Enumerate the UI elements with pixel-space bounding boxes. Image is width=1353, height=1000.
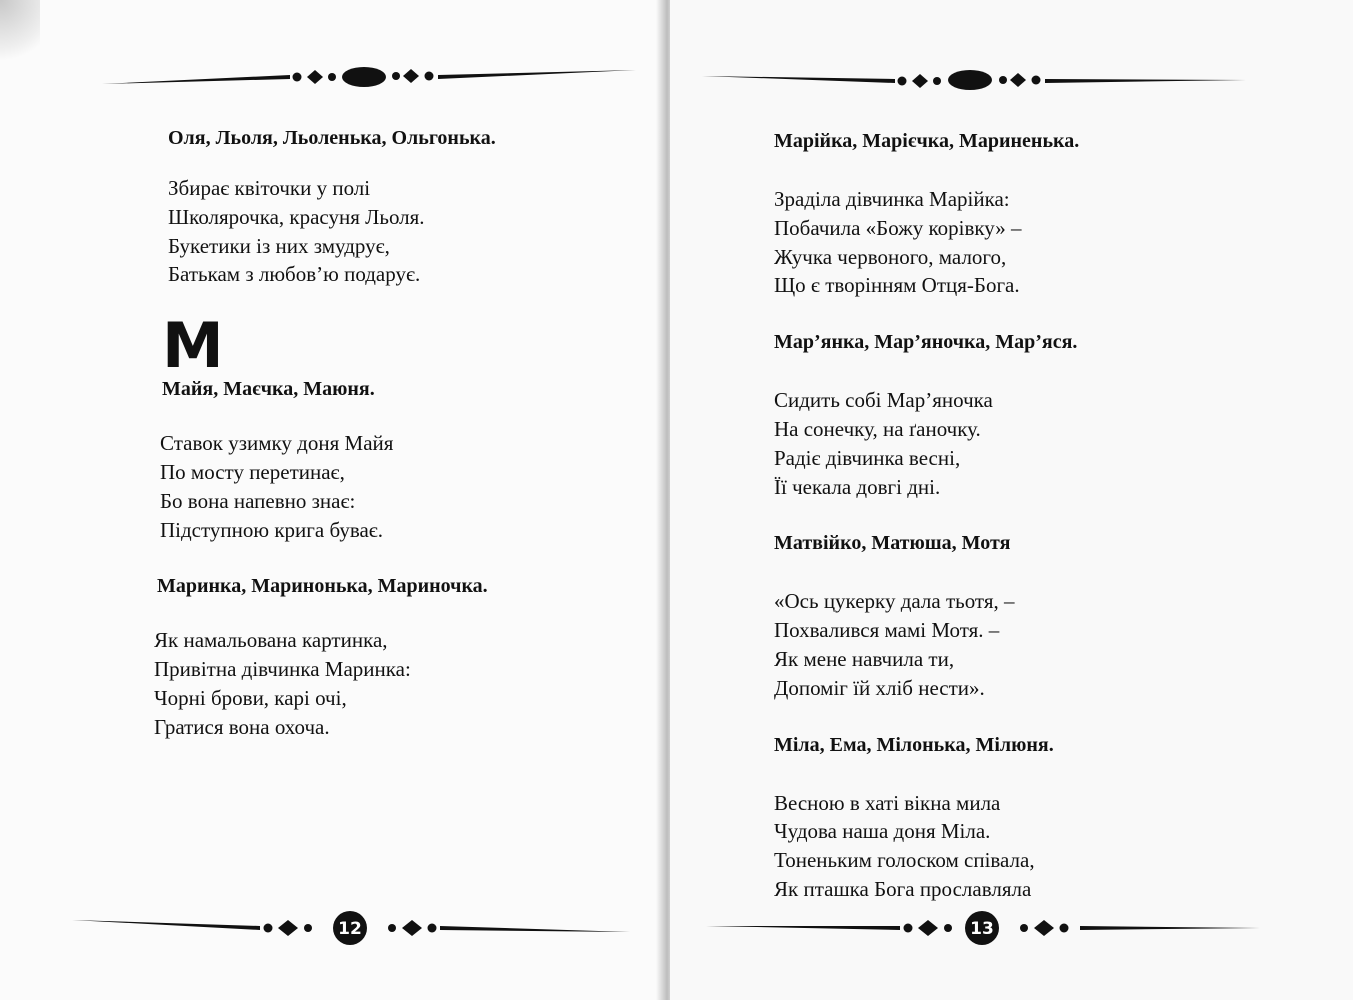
section-letter: М	[162, 309, 223, 383]
poem-line: Як пташка Бога прославляла	[774, 876, 1032, 901]
page-number: 12	[338, 919, 362, 939]
top-ornament	[700, 64, 1250, 96]
poem-line: Її чекала довгі дні.	[774, 474, 941, 499]
poem-line: Букетики із них змудрує,	[168, 233, 390, 258]
poem-line: Батькам з любов’ю подарує.	[168, 262, 421, 287]
poem-line: «Ось цукерку дала тьотя, –	[774, 589, 1015, 614]
poem-heading: Міла, Ема, Мілонька, Мілюня.	[774, 733, 1054, 756]
poem-line: Що є творінням Отця-Бога.	[774, 273, 1020, 298]
poem-line: Тоненьким голоском співала,	[774, 848, 1035, 873]
poem-heading: Марійка, Марієчка, Мариненька.	[774, 130, 1080, 152]
poem-line: Бо вона напевно знає:	[160, 488, 356, 513]
poem-marianka	[774, 328, 1294, 501]
poem-line: Гратися вона охоча.	[154, 714, 330, 739]
right-page-content	[774, 127, 1294, 904]
poem-line: Весною в хаті вікна мила	[774, 790, 1001, 815]
poem-line: Допоміг їй хліб нести».	[774, 675, 985, 700]
left-page-content	[152, 124, 632, 742]
poem-stanza	[774, 789, 1294, 904]
poem-stanza	[774, 185, 1294, 300]
poem-matviiko	[774, 529, 1294, 702]
poem-olia	[152, 124, 632, 289]
poem-line: Жучка червоного, малого,	[774, 244, 1007, 269]
poem-stanza	[160, 429, 632, 544]
poem-stanza	[774, 386, 1294, 501]
poem-line: Збирає квіточки у полі	[168, 176, 371, 200]
poem-line: Підступною крига буває.	[160, 517, 384, 542]
poem-line: Похвалився мамі Мотя. –	[774, 618, 1000, 643]
poem-heading: Майя, Маєчка, Маюня.	[162, 378, 375, 401]
poem-line: Ставок узимку доня Майя	[160, 431, 394, 456]
poem-heading: Маринка, Маринонька, Мариночка.	[157, 575, 488, 598]
poem-heading: Оля, Льоля, Льоленька, Ольгонька.	[168, 127, 496, 149]
poem-heading: Мар’янка, Мар’яночка, Мар’яся.	[774, 331, 1078, 354]
poem-line: Привітна дівчинка Маринка:	[154, 657, 411, 682]
bottom-ornament	[70, 910, 634, 946]
top-ornament	[100, 60, 640, 92]
poem-line: Сидить собі Мар’яночка	[774, 388, 993, 413]
poem-stanza	[168, 174, 632, 289]
poem-marynka	[152, 572, 632, 741]
poem-line: Як мене навчила ти,	[774, 646, 955, 671]
poem-line: Радіє дівчинка весні,	[774, 445, 961, 470]
bottom-ornament	[704, 910, 1264, 946]
page-corner-shadow	[0, 0, 40, 70]
poem-stanza	[774, 587, 1294, 702]
poem-line: На сонечку, на ґаночку.	[774, 416, 981, 441]
poem-line: Чорні брови, карі очі,	[154, 685, 347, 710]
poem-line: Чудова наша доня Міла.	[774, 819, 991, 844]
poem-mila	[774, 731, 1294, 904]
poem-line: Побачила «Божу корівку» –	[774, 215, 1022, 240]
page-number: 13	[970, 919, 994, 939]
right-page	[670, 0, 1353, 1000]
poem-line: По мосту перетинає,	[160, 459, 345, 484]
poem-line: Зраділа дівчинка Марійка:	[774, 187, 1010, 211]
poem-heading: Матвійко, Матюша, Мотя	[774, 532, 1011, 555]
poem-line: Школярочка, красуня Льоля.	[168, 204, 425, 229]
poem-line: Як намальована картинка,	[154, 628, 388, 653]
left-page	[0, 0, 662, 1000]
poem-maiia	[152, 375, 632, 544]
poem-stanza	[154, 626, 632, 741]
poem-mariika	[774, 127, 1294, 300]
